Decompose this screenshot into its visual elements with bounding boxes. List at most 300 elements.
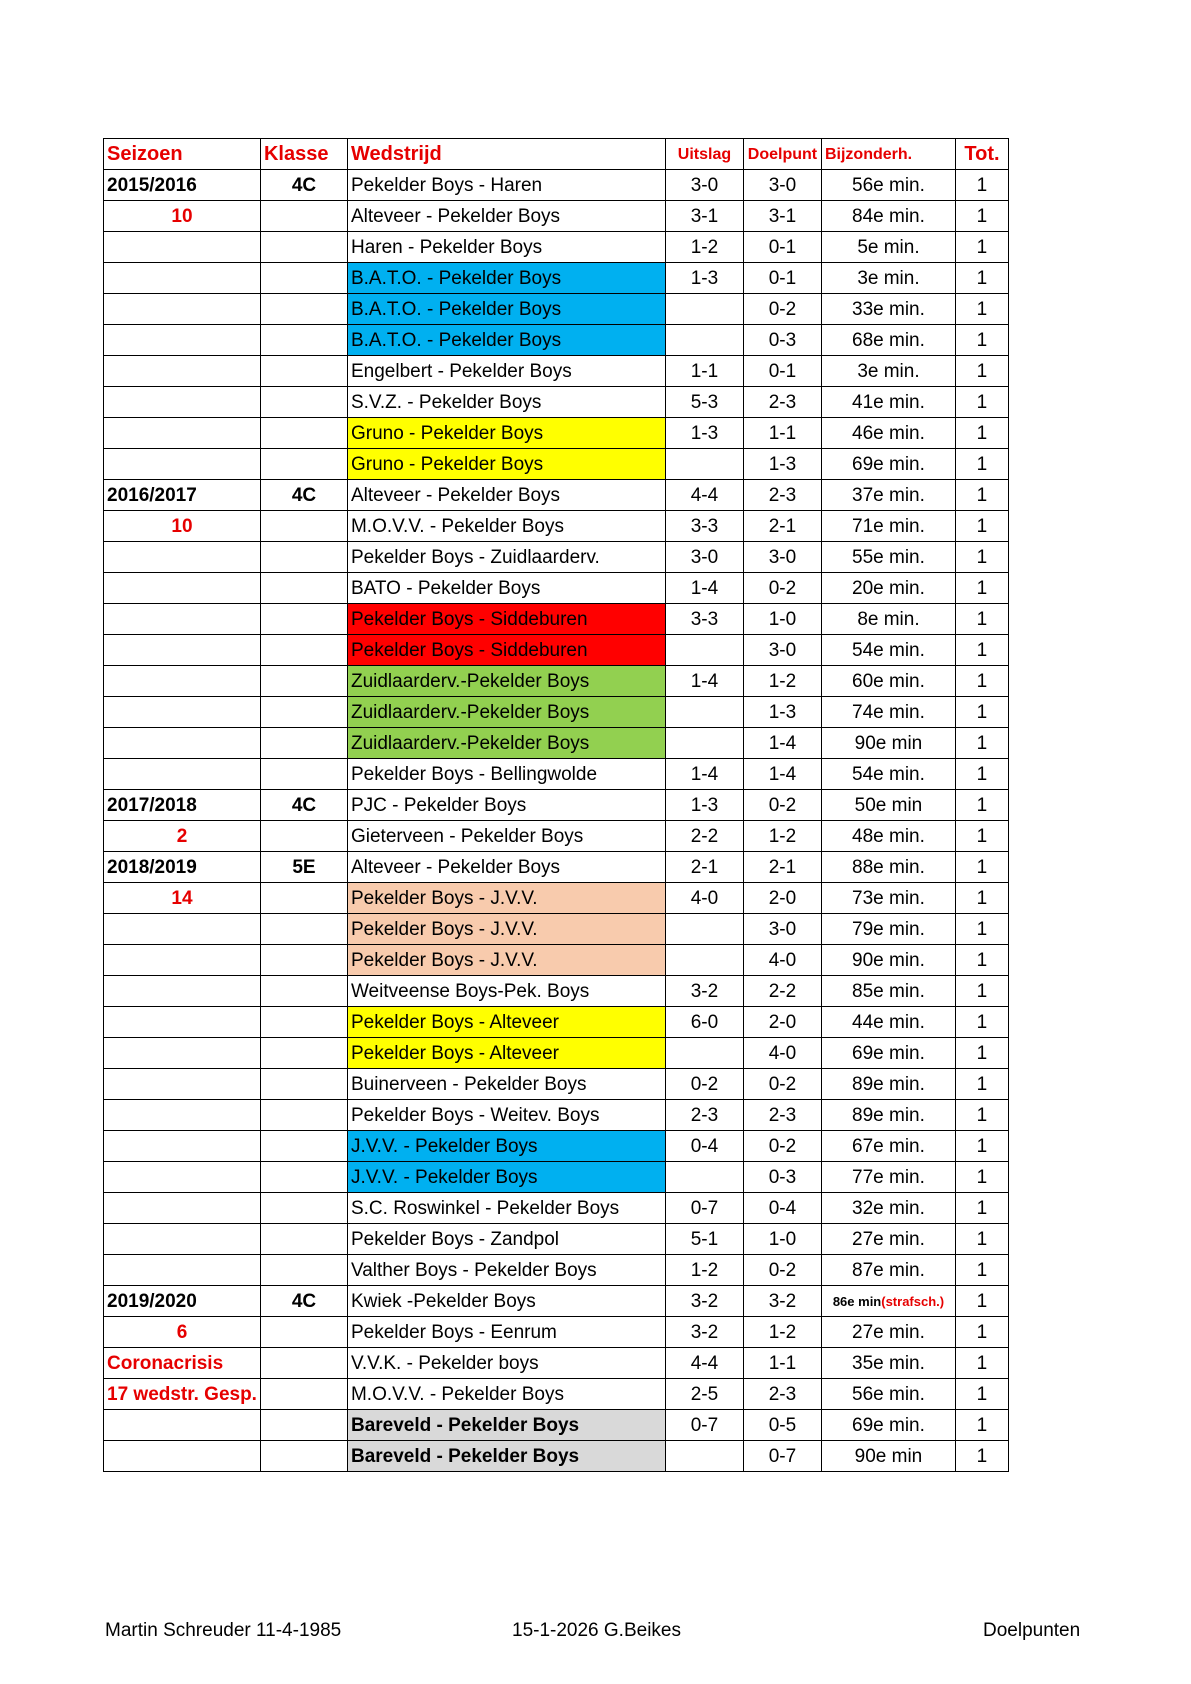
klasse-cell bbox=[260, 1162, 347, 1193]
table-row bbox=[104, 1069, 1009, 1100]
special-cell: 74e min. bbox=[821, 697, 955, 728]
result-cell: 2-5 bbox=[665, 1379, 743, 1410]
match-cell: Pekelder Boys - Zuidlaarderv. bbox=[347, 542, 665, 573]
season-cell: 2017/2018 bbox=[104, 790, 261, 821]
season-cell bbox=[104, 418, 261, 449]
special-cell: 35e min. bbox=[821, 1348, 955, 1379]
header-season: Seizoen bbox=[104, 139, 261, 170]
special-cell: 33e min. bbox=[821, 294, 955, 325]
klasse-cell bbox=[260, 1348, 347, 1379]
goal-cell: 0-2 bbox=[743, 573, 821, 604]
goal-cell: 1-3 bbox=[743, 449, 821, 480]
season-cell bbox=[104, 263, 261, 294]
special-cell bbox=[821, 1286, 955, 1317]
table-row bbox=[104, 1193, 1009, 1224]
table-row bbox=[104, 356, 1009, 387]
goal-cell: 0-3 bbox=[743, 1162, 821, 1193]
klasse-cell bbox=[260, 759, 347, 790]
match-cell: Pekelder Boys - J.V.V. bbox=[347, 883, 665, 914]
total-cell: 1 bbox=[955, 480, 1008, 511]
goal-cell: 0-7 bbox=[743, 1441, 821, 1472]
season-cell: 10 bbox=[104, 511, 261, 542]
special-minute: 86e min bbox=[832, 1294, 882, 1309]
season-cell: 2018/2019 bbox=[104, 852, 261, 883]
result-cell: 2-2 bbox=[665, 821, 743, 852]
season-cell bbox=[104, 294, 261, 325]
match-cell: Alteveer - Pekelder Boys bbox=[347, 852, 665, 883]
special-cell: 50e min bbox=[821, 790, 955, 821]
special-cell: 67e min. bbox=[821, 1131, 955, 1162]
match-cell: Haren - Pekelder Boys bbox=[347, 232, 665, 263]
total-cell: 1 bbox=[955, 573, 1008, 604]
special-note: (strafsch.) bbox=[881, 1294, 945, 1309]
klasse-cell bbox=[260, 232, 347, 263]
table-row bbox=[104, 449, 1009, 480]
special-cell: 84e min. bbox=[821, 201, 955, 232]
total-cell: 1 bbox=[955, 170, 1008, 201]
goal-cell: 0-1 bbox=[743, 356, 821, 387]
header-match: Wedstrijd bbox=[347, 139, 665, 170]
result-cell bbox=[665, 697, 743, 728]
season-cell bbox=[104, 1007, 261, 1038]
season-cell bbox=[104, 1193, 261, 1224]
goal-cell: 1-2 bbox=[743, 1317, 821, 1348]
table-row bbox=[104, 480, 1009, 511]
table-row bbox=[104, 511, 1009, 542]
header-klasse: Klasse bbox=[260, 139, 347, 170]
goal-cell: 0-1 bbox=[743, 232, 821, 263]
goal-cell: 4-0 bbox=[743, 1038, 821, 1069]
match-cell: Zuidlaarderv.-Pekelder Boys bbox=[347, 697, 665, 728]
match-cell: Buinerveen - Pekelder Boys bbox=[347, 1069, 665, 1100]
season-cell bbox=[104, 573, 261, 604]
total-cell: 1 bbox=[955, 697, 1008, 728]
result-cell bbox=[665, 325, 743, 356]
klasse-cell bbox=[260, 976, 347, 1007]
table-row bbox=[104, 573, 1009, 604]
result-cell: 0-2 bbox=[665, 1069, 743, 1100]
result-cell bbox=[665, 945, 743, 976]
match-cell: M.O.V.V. - Pekelder Boys bbox=[347, 511, 665, 542]
result-cell: 1-3 bbox=[665, 418, 743, 449]
special-cell: 56e min. bbox=[821, 170, 955, 201]
total-cell: 1 bbox=[955, 976, 1008, 1007]
table-row bbox=[104, 945, 1009, 976]
match-cell: B.A.T.O. - Pekelder Boys bbox=[347, 263, 665, 294]
total-cell: 1 bbox=[955, 1038, 1008, 1069]
result-cell: 3-2 bbox=[665, 1317, 743, 1348]
goal-cell: 0-2 bbox=[743, 1069, 821, 1100]
result-cell: 0-7 bbox=[665, 1410, 743, 1441]
table-row bbox=[104, 1286, 1009, 1317]
total-cell: 1 bbox=[955, 418, 1008, 449]
table-row bbox=[104, 1100, 1009, 1131]
klasse-cell: 4C bbox=[260, 170, 347, 201]
season-cell bbox=[104, 635, 261, 666]
total-cell: 1 bbox=[955, 914, 1008, 945]
season-cell bbox=[104, 387, 261, 418]
goal-cell: 1-1 bbox=[743, 418, 821, 449]
goal-cell: 2-3 bbox=[743, 1100, 821, 1131]
season-cell: 14 bbox=[104, 883, 261, 914]
match-cell: Pekelder Boys - Zandpol bbox=[347, 1224, 665, 1255]
table-row bbox=[104, 387, 1009, 418]
table-row bbox=[104, 759, 1009, 790]
result-cell: 1-3 bbox=[665, 790, 743, 821]
klasse-cell bbox=[260, 1131, 347, 1162]
season-cell bbox=[104, 325, 261, 356]
total-cell: 1 bbox=[955, 1193, 1008, 1224]
goal-cell: 0-3 bbox=[743, 325, 821, 356]
table-row bbox=[104, 1348, 1009, 1379]
special-cell: 85e min. bbox=[821, 976, 955, 1007]
goal-cell: 3-0 bbox=[743, 170, 821, 201]
match-cell: Bareveld - Pekelder Boys bbox=[347, 1441, 665, 1472]
total-cell: 1 bbox=[955, 294, 1008, 325]
result-cell: 1-4 bbox=[665, 666, 743, 697]
klasse-cell bbox=[260, 945, 347, 976]
match-cell: Pekelder Boys - Bellingwolde bbox=[347, 759, 665, 790]
goal-cell: 0-2 bbox=[743, 790, 821, 821]
match-cell: Valther Boys - Pekelder Boys bbox=[347, 1255, 665, 1286]
klasse-cell bbox=[260, 201, 347, 232]
result-cell: 3-1 bbox=[665, 201, 743, 232]
footer-date: 15-1-2026 G.Beikes bbox=[512, 1620, 681, 1641]
klasse-cell bbox=[260, 449, 347, 480]
goal-cell: 0-5 bbox=[743, 1410, 821, 1441]
total-cell: 1 bbox=[955, 1007, 1008, 1038]
match-cell: V.V.K. - Pekelder boys bbox=[347, 1348, 665, 1379]
season-cell: 2015/2016 bbox=[104, 170, 261, 201]
klasse-cell bbox=[260, 604, 347, 635]
footer-title: Doelpunten bbox=[983, 1620, 1081, 1641]
total-cell: 1 bbox=[955, 325, 1008, 356]
result-cell: 3-0 bbox=[665, 170, 743, 201]
total-cell: 1 bbox=[955, 1069, 1008, 1100]
total-cell: 1 bbox=[955, 232, 1008, 263]
special-cell: 69e min. bbox=[821, 1410, 955, 1441]
klasse-cell bbox=[260, 697, 347, 728]
result-cell: 1-3 bbox=[665, 263, 743, 294]
table-row bbox=[104, 1224, 1009, 1255]
result-cell bbox=[665, 914, 743, 945]
klasse-cell bbox=[260, 666, 347, 697]
table-row bbox=[104, 914, 1009, 945]
table-row bbox=[104, 1255, 1009, 1286]
result-cell: 4-4 bbox=[665, 1348, 743, 1379]
goal-cell: 1-2 bbox=[743, 821, 821, 852]
total-cell: 1 bbox=[955, 263, 1008, 294]
klasse-cell bbox=[260, 635, 347, 666]
special-cell: 89e min. bbox=[821, 1069, 955, 1100]
match-cell: Pekelder Boys - Siddeburen bbox=[347, 635, 665, 666]
total-cell: 1 bbox=[955, 1379, 1008, 1410]
season-cell bbox=[104, 1069, 261, 1100]
total-cell: 1 bbox=[955, 666, 1008, 697]
table-row bbox=[104, 728, 1009, 759]
match-cell: J.V.V. - Pekelder Boys bbox=[347, 1162, 665, 1193]
total-cell: 1 bbox=[955, 387, 1008, 418]
match-cell: Pekelder Boys - Siddeburen bbox=[347, 604, 665, 635]
klasse-cell bbox=[260, 418, 347, 449]
total-cell: 1 bbox=[955, 821, 1008, 852]
table-body bbox=[104, 170, 1009, 1472]
special-cell: 71e min. bbox=[821, 511, 955, 542]
season-cell bbox=[104, 1162, 261, 1193]
header-special: Bijzonderh. bbox=[821, 139, 955, 170]
klasse-cell bbox=[260, 1317, 347, 1348]
season-cell bbox=[104, 697, 261, 728]
result-cell: 5-1 bbox=[665, 1224, 743, 1255]
goal-cell: 2-0 bbox=[743, 1007, 821, 1038]
match-cell: B.A.T.O. - Pekelder Boys bbox=[347, 294, 665, 325]
season-cell bbox=[104, 356, 261, 387]
season-cell: 17 wedstr. Gesp. bbox=[104, 1379, 261, 1410]
result-cell: 3-2 bbox=[665, 1286, 743, 1317]
result-cell: 2-3 bbox=[665, 1100, 743, 1131]
goal-cell: 2-1 bbox=[743, 852, 821, 883]
special-cell: 41e min. bbox=[821, 387, 955, 418]
goal-cell: 0-4 bbox=[743, 1193, 821, 1224]
klasse-cell: 4C bbox=[260, 480, 347, 511]
season-cell bbox=[104, 945, 261, 976]
goal-cell: 3-0 bbox=[743, 635, 821, 666]
total-cell: 1 bbox=[955, 945, 1008, 976]
special-cell: 90e min bbox=[821, 1441, 955, 1472]
special-cell: 48e min. bbox=[821, 821, 955, 852]
season-cell bbox=[104, 1100, 261, 1131]
klasse-cell bbox=[260, 542, 347, 573]
klasse-cell: 5E bbox=[260, 852, 347, 883]
match-cell: Bareveld - Pekelder Boys bbox=[347, 1410, 665, 1441]
season-cell bbox=[104, 542, 261, 573]
goal-cell: 3-0 bbox=[743, 542, 821, 573]
klasse-cell bbox=[260, 325, 347, 356]
klasse-cell bbox=[260, 1038, 347, 1069]
season-cell: 6 bbox=[104, 1317, 261, 1348]
table-row bbox=[104, 1317, 1009, 1348]
result-cell bbox=[665, 635, 743, 666]
special-cell: 54e min. bbox=[821, 635, 955, 666]
table-row bbox=[104, 976, 1009, 1007]
season-cell bbox=[104, 1441, 261, 1472]
klasse-cell bbox=[260, 1069, 347, 1100]
special-cell: 79e min. bbox=[821, 914, 955, 945]
klasse-cell bbox=[260, 1410, 347, 1441]
season-cell: 10 bbox=[104, 201, 261, 232]
match-cell: Engelbert - Pekelder Boys bbox=[347, 356, 665, 387]
goal-cell: 2-2 bbox=[743, 976, 821, 1007]
klasse-cell bbox=[260, 1255, 347, 1286]
header-result: Uitslag bbox=[665, 139, 743, 170]
total-cell: 1 bbox=[955, 1162, 1008, 1193]
result-cell: 1-1 bbox=[665, 356, 743, 387]
special-cell: 32e min. bbox=[821, 1193, 955, 1224]
special-cell: 73e min. bbox=[821, 883, 955, 914]
klasse-cell bbox=[260, 1224, 347, 1255]
result-cell bbox=[665, 1441, 743, 1472]
result-cell: 4-4 bbox=[665, 480, 743, 511]
season-cell bbox=[104, 976, 261, 1007]
table-row bbox=[104, 821, 1009, 852]
special-cell: 44e min. bbox=[821, 1007, 955, 1038]
result-cell: 0-4 bbox=[665, 1131, 743, 1162]
table-row bbox=[104, 635, 1009, 666]
season-cell bbox=[104, 232, 261, 263]
result-cell: 4-0 bbox=[665, 883, 743, 914]
special-cell: 54e min. bbox=[821, 759, 955, 790]
match-cell: J.V.V. - Pekelder Boys bbox=[347, 1131, 665, 1162]
table-row bbox=[104, 325, 1009, 356]
goal-cell: 2-0 bbox=[743, 883, 821, 914]
match-cell: Gieterveen - Pekelder Boys bbox=[347, 821, 665, 852]
goals-table bbox=[103, 138, 1009, 1472]
total-cell: 1 bbox=[955, 201, 1008, 232]
season-cell bbox=[104, 604, 261, 635]
goal-cell: 1-1 bbox=[743, 1348, 821, 1379]
goal-cell: 4-0 bbox=[743, 945, 821, 976]
goal-cell: 2-3 bbox=[743, 480, 821, 511]
special-cell: 77e min. bbox=[821, 1162, 955, 1193]
goal-cell: 1-4 bbox=[743, 728, 821, 759]
klasse-cell: 4C bbox=[260, 1286, 347, 1317]
header-row bbox=[104, 139, 1009, 170]
klasse-cell bbox=[260, 728, 347, 759]
special-cell: 55e min. bbox=[821, 542, 955, 573]
table-row bbox=[104, 232, 1009, 263]
total-cell: 1 bbox=[955, 1131, 1008, 1162]
table-row bbox=[104, 1379, 1009, 1410]
special-cell: 3e min. bbox=[821, 263, 955, 294]
table-row bbox=[104, 201, 1009, 232]
klasse-cell bbox=[260, 1100, 347, 1131]
klasse-cell bbox=[260, 387, 347, 418]
match-cell: Pekelder Boys - J.V.V. bbox=[347, 914, 665, 945]
goal-cell: 0-2 bbox=[743, 1255, 821, 1286]
result-cell bbox=[665, 1038, 743, 1069]
total-cell: 1 bbox=[955, 1410, 1008, 1441]
total-cell: 1 bbox=[955, 356, 1008, 387]
season-cell: 2016/2017 bbox=[104, 480, 261, 511]
result-cell: 3-0 bbox=[665, 542, 743, 573]
match-cell: Gruno - Pekelder Boys bbox=[347, 449, 665, 480]
klasse-cell bbox=[260, 263, 347, 294]
table-row bbox=[104, 852, 1009, 883]
total-cell: 1 bbox=[955, 1255, 1008, 1286]
match-cell: Zuidlaarderv.-Pekelder Boys bbox=[347, 728, 665, 759]
special-cell: 46e min. bbox=[821, 418, 955, 449]
match-cell: B.A.T.O. - Pekelder Boys bbox=[347, 325, 665, 356]
table-row bbox=[104, 1441, 1009, 1472]
table-row bbox=[104, 294, 1009, 325]
result-cell bbox=[665, 294, 743, 325]
result-cell bbox=[665, 728, 743, 759]
match-cell: Alteveer - Pekelder Boys bbox=[347, 480, 665, 511]
match-cell: Pekelder Boys - Weitev. Boys bbox=[347, 1100, 665, 1131]
table-row bbox=[104, 1410, 1009, 1441]
match-cell: Alteveer - Pekelder Boys bbox=[347, 201, 665, 232]
match-cell: Weitveense Boys-Pek. Boys bbox=[347, 976, 665, 1007]
special-cell: 87e min. bbox=[821, 1255, 955, 1286]
table-row bbox=[104, 170, 1009, 201]
special-cell: 69e min. bbox=[821, 1038, 955, 1069]
klasse-cell bbox=[260, 1441, 347, 1472]
table-row bbox=[104, 1038, 1009, 1069]
special-cell: 20e min. bbox=[821, 573, 955, 604]
klasse-cell bbox=[260, 883, 347, 914]
result-cell bbox=[665, 449, 743, 480]
special-cell: 90e min. bbox=[821, 945, 955, 976]
table-row bbox=[104, 790, 1009, 821]
total-cell: 1 bbox=[955, 604, 1008, 635]
season-cell bbox=[104, 1255, 261, 1286]
match-cell: Zuidlaarderv.-Pekelder Boys bbox=[347, 666, 665, 697]
season-cell: 2019/2020 bbox=[104, 1286, 261, 1317]
total-cell: 1 bbox=[955, 1100, 1008, 1131]
season-cell: Coronacrisis bbox=[104, 1348, 261, 1379]
season-cell bbox=[104, 759, 261, 790]
result-cell: 1-4 bbox=[665, 759, 743, 790]
goal-cell: 3-2 bbox=[743, 1286, 821, 1317]
goal-cell: 2-1 bbox=[743, 511, 821, 542]
table-row bbox=[104, 1131, 1009, 1162]
result-cell: 3-3 bbox=[665, 511, 743, 542]
klasse-cell bbox=[260, 511, 347, 542]
total-cell: 1 bbox=[955, 1348, 1008, 1379]
goal-cell: 1-2 bbox=[743, 666, 821, 697]
season-cell bbox=[104, 1224, 261, 1255]
goal-cell: 1-0 bbox=[743, 1224, 821, 1255]
season-cell bbox=[104, 666, 261, 697]
season-cell bbox=[104, 728, 261, 759]
table-row bbox=[104, 1007, 1009, 1038]
total-cell: 1 bbox=[955, 790, 1008, 821]
klasse-cell bbox=[260, 1007, 347, 1038]
total-cell: 1 bbox=[955, 449, 1008, 480]
result-cell: 2-1 bbox=[665, 852, 743, 883]
season-cell bbox=[104, 449, 261, 480]
match-cell: S.C. Roswinkel - Pekelder Boys bbox=[347, 1193, 665, 1224]
match-cell: Pekelder Boys - Alteveer bbox=[347, 1038, 665, 1069]
match-cell: Pekelder Boys - Eenrum bbox=[347, 1317, 665, 1348]
match-cell: BATO - Pekelder Boys bbox=[347, 573, 665, 604]
goal-cell: 2-3 bbox=[743, 1379, 821, 1410]
result-cell bbox=[665, 1162, 743, 1193]
result-cell: 1-2 bbox=[665, 1255, 743, 1286]
special-cell: 56e min. bbox=[821, 1379, 955, 1410]
goal-cell: 0-2 bbox=[743, 294, 821, 325]
klasse-cell bbox=[260, 356, 347, 387]
klasse-cell bbox=[260, 1379, 347, 1410]
special-cell: 27e min. bbox=[821, 1224, 955, 1255]
goal-cell: 2-3 bbox=[743, 387, 821, 418]
total-cell: 1 bbox=[955, 1224, 1008, 1255]
total-cell: 1 bbox=[955, 852, 1008, 883]
total-cell: 1 bbox=[955, 883, 1008, 914]
special-cell: 89e min. bbox=[821, 1100, 955, 1131]
klasse-cell bbox=[260, 1193, 347, 1224]
goal-cell: 3-0 bbox=[743, 914, 821, 945]
match-cell: Kwiek -Pekelder Boys bbox=[347, 1286, 665, 1317]
total-cell: 1 bbox=[955, 759, 1008, 790]
total-cell: 1 bbox=[955, 511, 1008, 542]
table-row bbox=[104, 418, 1009, 449]
special-cell: 90e min bbox=[821, 728, 955, 759]
special-cell: 8e min. bbox=[821, 604, 955, 635]
total-cell: 1 bbox=[955, 1286, 1008, 1317]
match-cell: Pekelder Boys - Haren bbox=[347, 170, 665, 201]
match-cell: Gruno - Pekelder Boys bbox=[347, 418, 665, 449]
